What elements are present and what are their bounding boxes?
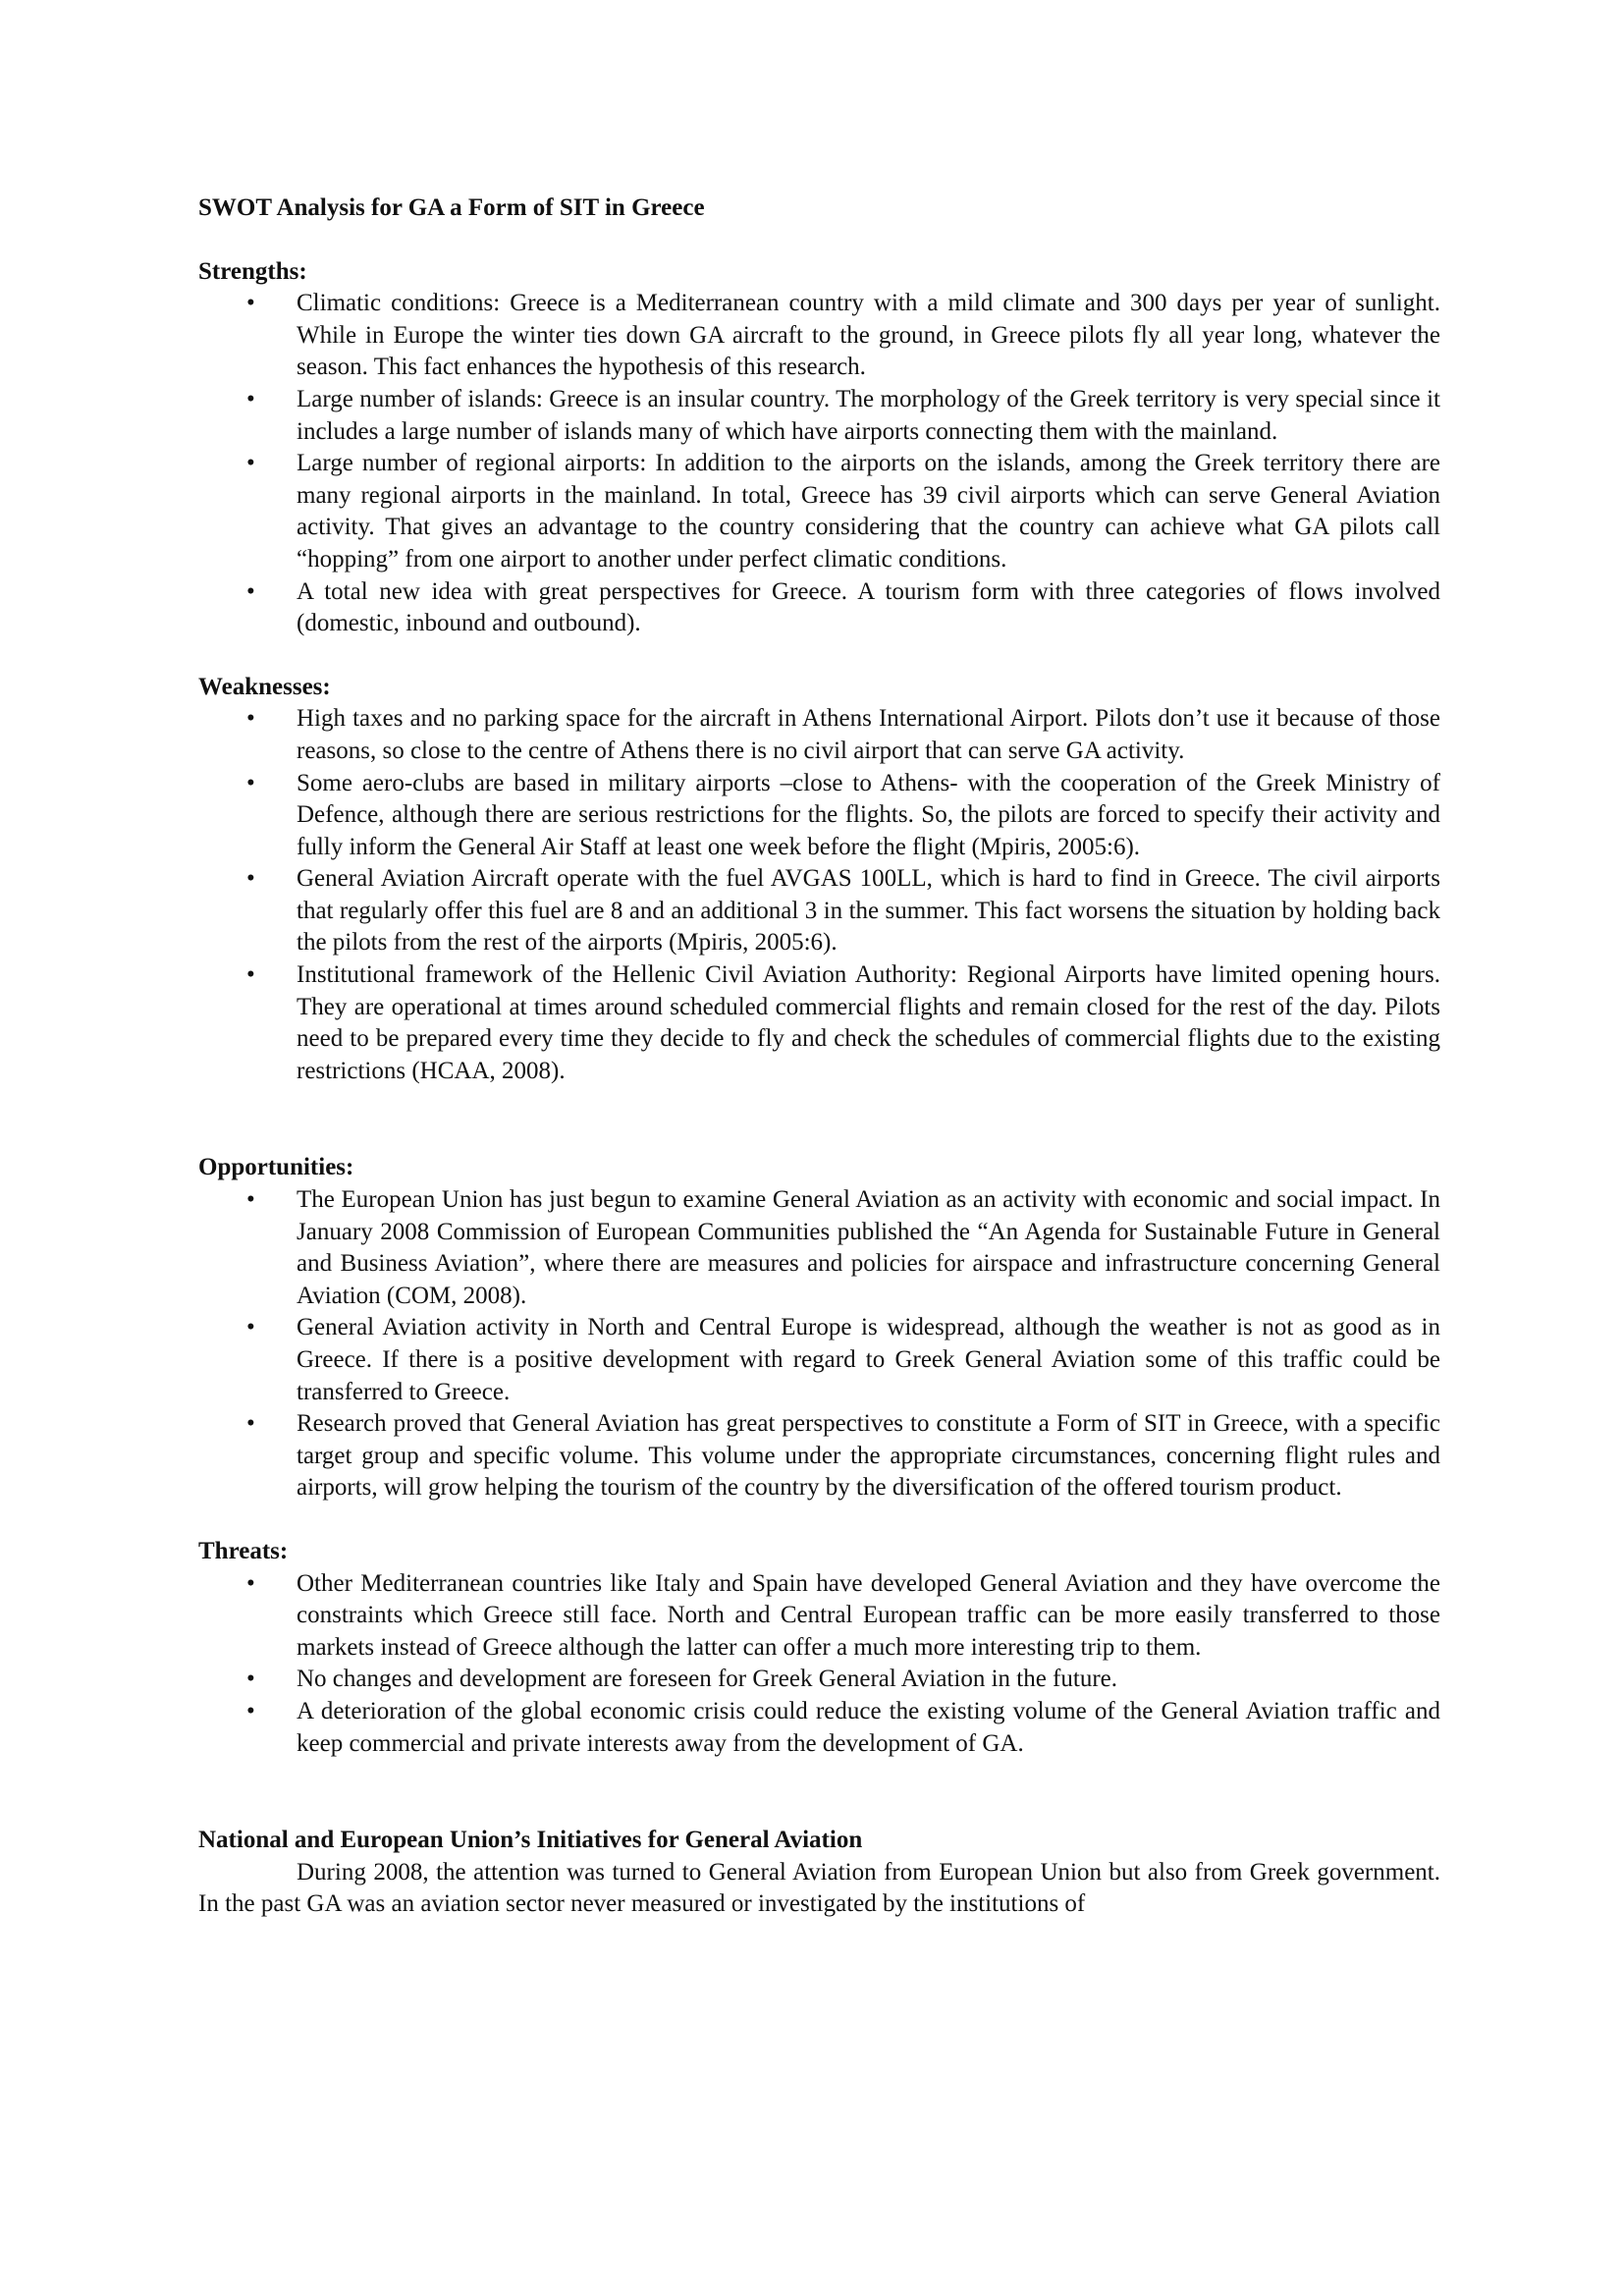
list-item-text: Other Mediterranean countries like Italy and Spain have developed General Aviation and they have overcome the constraints which Greece still face. North and Central European traffic can be more easily transferred to those markets instead of Greece although the latter can offer a much more interesting trip to them. xyxy=(297,1569,1440,1661)
list-item xyxy=(246,576,1440,640)
list-item xyxy=(246,1408,1440,1504)
list-item-text: Institutional framework of the Hellenic Civil Aviation Authority: Regional Airports have limited opening hours. They are operational at times around scheduled commercial flights and remain closed for the rest of the day. Pilots need to be prepared every time they decide to fly and check the schedules of commercial flights due to the existing restrictions (HCAA, 2008). xyxy=(297,961,1440,1084)
list-item xyxy=(246,1696,1440,1760)
list-item xyxy=(246,288,1440,384)
section-opportunities xyxy=(198,1152,1440,1504)
bullet-icon: • xyxy=(246,1569,255,1597)
bullet-icon: • xyxy=(246,865,255,893)
page-content xyxy=(198,192,1440,1921)
section-spacer xyxy=(198,1087,1440,1152)
threats-list xyxy=(198,1568,1440,1761)
list-item-text: Climatic conditions: Greece is a Mediterranean country with a mild climate and 300 days per year of sunlight. While in Europe the winter ties down GA aircraft to the ground, in Greece pilots fly all year long, whatever the season. This fact enhances the hypothesis of this research. xyxy=(297,290,1440,381)
list-item xyxy=(246,863,1440,959)
list-item-text: General Aviation activity in North and Central Europe is widespread, although the weather is not as good as in Greece. If there is a positive development with regard to Greek General Aviation some of this traffic could be transferred to Greece. xyxy=(297,1314,1440,1405)
opportunities-list xyxy=(198,1184,1440,1504)
section-heading-initiatives: National and European Union’s Initiatives for General Aviation xyxy=(198,1827,863,1854)
bullet-icon: • xyxy=(246,290,255,317)
list-item xyxy=(246,1664,1440,1696)
weaknesses-list xyxy=(198,703,1440,1087)
bullet-icon: • xyxy=(246,385,255,412)
section-spacer xyxy=(198,1760,1440,1825)
list-item-text: High taxes and no parking space for the aircraft in Athens International Airport. Pilots don’t use it because of those reasons, so close to the centre of Athens there is no civil airport that can serve GA activity. xyxy=(297,705,1440,764)
bullet-icon: • xyxy=(246,1697,255,1724)
bullet-icon: • xyxy=(246,1410,255,1438)
list-item-text: Large number of islands: Greece is an insular country. The morphology of the Greek territory is very special since it includes a large number of islands many of which have airports connecting them with the mainland. xyxy=(297,385,1440,445)
list-item xyxy=(246,768,1440,864)
section-heading-opportunities: Opportunities: xyxy=(198,1154,354,1181)
section-heading-weaknesses: Weaknesses: xyxy=(198,673,331,700)
bullet-icon: • xyxy=(246,1186,255,1214)
bullet-icon: • xyxy=(246,705,255,733)
section-initiatives xyxy=(198,1825,1440,1921)
list-item-text: A total new idea with great perspectives for Greece. A tourism form with three categories of flows involved (domestic, inbound and outbound). xyxy=(297,577,1440,637)
section-spacer xyxy=(198,1504,1440,1536)
list-item-text: Research proved that General Aviation has great perspectives to constitute a Form of SIT in Greece, with a specific target group and specific volume. This volume under the appropriate circumstances, concerning flight rules and airports, will grow helping the tourism of the country by the diversification of the offered tourism product. xyxy=(297,1410,1440,1502)
strengths-list xyxy=(198,288,1440,640)
section-threats xyxy=(198,1536,1440,1760)
section-heading-threats: Threats: xyxy=(198,1537,289,1564)
list-item xyxy=(246,448,1440,575)
section-heading-strengths: Strengths: xyxy=(198,257,307,285)
bullet-icon: • xyxy=(246,961,255,989)
list-item xyxy=(246,703,1440,767)
bullet-icon: • xyxy=(246,1666,255,1693)
bullet-icon: • xyxy=(246,1314,255,1341)
list-item xyxy=(246,1568,1440,1665)
bullet-icon: • xyxy=(246,769,255,796)
section-spacer xyxy=(198,640,1440,672)
list-item-text: Large number of regional airports: In addition to the airports on the islands, among the Greek territory there are many regional airports in the mainland. In total, Greece has 39 civil airports which can serve General Aviation activity. That gives an advantage to the country considering that the country can achieve what GA pilots call “hopping” from one airport to another under perfect climatic conditions. xyxy=(297,450,1440,573)
section-strengths xyxy=(198,256,1440,640)
list-item-text: Some aero-clubs are based in military airports –close to Athens- with the cooperation of the Greek Ministry of Defence, although there are serious restrictions for the flights. So, the pilots are forced to specify their activity and fully inform the General Air Staff at least one week before the flight (Mpiris, 2005:6). xyxy=(297,769,1440,860)
list-item-text: A deterioration of the global economic crisis could reduce the existing volume of the General Aviation traffic and keep commercial and private interests away from the development of GA. xyxy=(297,1697,1440,1757)
document-title: SWOT Analysis for GA a Form of SIT in Greece xyxy=(198,194,705,221)
list-item xyxy=(246,1184,1440,1312)
bullet-icon: • xyxy=(246,450,255,477)
section-weaknesses xyxy=(198,672,1440,1088)
list-item-text: The European Union has just begun to examine General Aviation as an activity with economic and social impact. In January 2008 Commission of European Communities published the “An Agenda for Sustainable Future in General and Business Aviation”, where there are measures and policies for airspace and infrastructure concerning General Aviation (COM, 2008). xyxy=(297,1186,1440,1309)
bullet-icon: • xyxy=(246,577,255,605)
list-item-text: General Aviation Aircraft operate with the fuel AVGAS 100LL, which is hard to find in Greece. The civil airports that regularly offer this fuel are 8 and an additional 3 in the summer. This fact worsens the situation by holding back the pilots from the rest of the airports (Mpiris, 2005:6). xyxy=(297,865,1440,957)
list-item xyxy=(246,1312,1440,1408)
list-item xyxy=(246,384,1440,448)
body-paragraph: During 2008, the attention was turned to General Aviation from European Union but also from Greek government. In the past GA was an aviation sector never measured or investigated by the institutions of xyxy=(198,1858,1440,1918)
list-item-text: No changes and development are foreseen for Greek General Aviation in the future. xyxy=(297,1666,1117,1693)
list-item xyxy=(246,959,1440,1087)
